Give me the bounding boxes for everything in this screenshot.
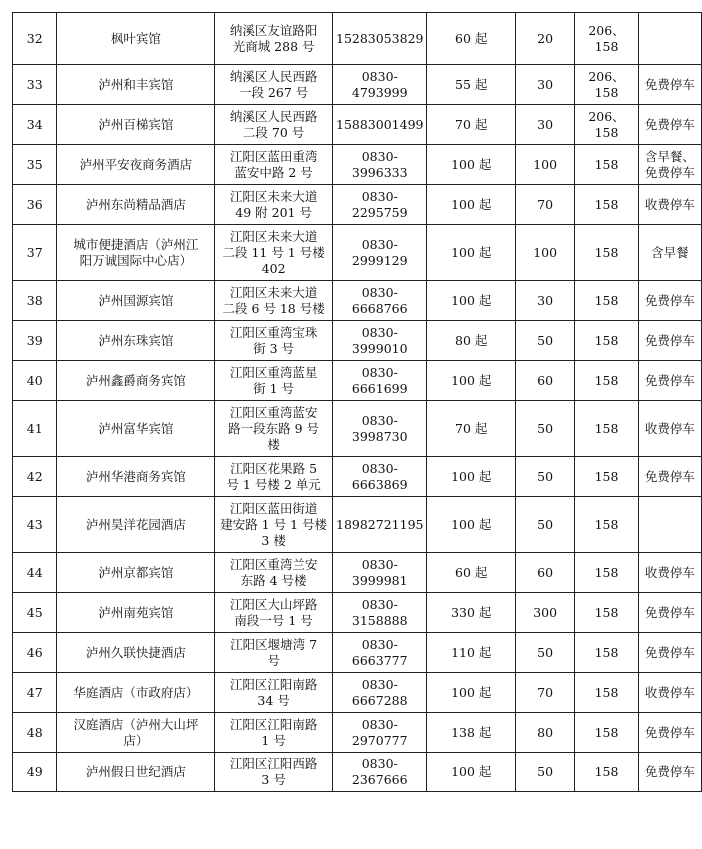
phone-cell: 18982721195 [333,497,427,553]
bus-routes-cell: 158 [575,673,638,713]
note-cell: 收费停车 [638,553,701,593]
note-cell: 免费停车 [638,457,701,497]
note-cell: 收费停车 [638,401,701,457]
note-cell: 免费停车 [638,65,701,105]
price-cell: 100 起 [427,753,516,792]
rooms-cell: 100 [516,225,575,281]
address-cell: 纳溪区人民西路 一段 267 号 [215,65,333,105]
hotel-name-cell: 泸州国源宾馆 [57,281,215,321]
address-cell: 江阳区堰塘湾 7 号 [215,633,333,673]
bus-routes-cell: 158 [575,713,638,753]
table-row [13,633,702,673]
address-cell: 江阳区大山坪路 南段一号 1 号 [215,593,333,633]
hotel-name-cell: 泸州假日世纪酒店 [57,753,215,792]
note-cell: 免费停车 [638,321,701,361]
phone-cell: 0830-3999010 [333,321,427,361]
price-cell: 110 起 [427,633,516,673]
address-cell: 纳溪区友谊路阳 光商城 288 号 [215,13,333,65]
address-cell: 江阳区重湾蓝安 路一段东路 9 号 楼 [215,401,333,457]
row-number-cell: 34 [13,105,57,145]
hotel-name-cell: 泸州百梯宾馆 [57,105,215,145]
row-number-cell: 47 [13,673,57,713]
hotel-name-cell: 泸州京都宾馆 [57,553,215,593]
note-cell: 收费停车 [638,673,701,713]
table-row [13,713,702,753]
price-cell: 80 起 [427,321,516,361]
price-cell: 100 起 [427,673,516,713]
rooms-cell: 50 [516,753,575,792]
phone-cell: 15883001499 [333,105,427,145]
table-row [13,401,702,457]
address-cell: 江阳区重湾蓝星 街 1 号 [215,361,333,401]
price-cell: 100 起 [427,457,516,497]
bus-routes-cell: 158 [575,401,638,457]
hotel-table-body [13,13,702,792]
table-row [13,753,702,792]
bus-routes-cell: 158 [575,281,638,321]
address-cell: 江阳区江阳南路 34 号 [215,673,333,713]
hotel-name-cell: 泸州东尚精品酒店 [57,185,215,225]
price-cell: 330 起 [427,593,516,633]
rooms-cell: 60 [516,553,575,593]
rooms-cell: 70 [516,185,575,225]
phone-cell: 0830-6667288 [333,673,427,713]
table-row [13,673,702,713]
bus-routes-cell: 158 [575,593,638,633]
price-cell: 60 起 [427,13,516,65]
hotel-name-cell: 泸州东珠宾馆 [57,321,215,361]
hotel-name-cell: 汉庭酒店（泸州大山坪 店） [57,713,215,753]
bus-routes-cell: 158 [575,753,638,792]
rooms-cell: 20 [516,13,575,65]
row-number-cell: 42 [13,457,57,497]
note-cell: 免费停车 [638,281,701,321]
phone-cell: 0830-6661699 [333,361,427,401]
hotel-name-cell: 泸州和丰宾馆 [57,65,215,105]
row-number-cell: 39 [13,321,57,361]
hotel-name-cell: 泸州平安夜商务酒店 [57,145,215,185]
price-cell: 100 起 [427,281,516,321]
table-row [13,593,702,633]
hotel-table [12,12,702,792]
phone-cell: 0830-3999981 [333,553,427,593]
rooms-cell: 60 [516,361,575,401]
phone-cell: 0830-6663777 [333,633,427,673]
row-number-cell: 37 [13,225,57,281]
note-cell [638,497,701,553]
row-number-cell: 32 [13,13,57,65]
rooms-cell: 30 [516,65,575,105]
note-cell: 含早餐 [638,225,701,281]
row-number-cell: 40 [13,361,57,401]
bus-routes-cell: 158 [575,457,638,497]
row-number-cell: 46 [13,633,57,673]
bus-routes-cell: 158 [575,225,638,281]
price-cell: 100 起 [427,185,516,225]
table-row [13,225,702,281]
phone-cell: 0830-2970777 [333,713,427,753]
table-row [13,457,702,497]
bus-routes-cell: 158 [575,553,638,593]
rooms-cell: 300 [516,593,575,633]
row-number-cell: 45 [13,593,57,633]
note-cell: 含早餐、 免费停车 [638,145,701,185]
hotel-name-cell: 华庭酒店（市政府店） [57,673,215,713]
address-cell: 纳溪区人民西路 二段 70 号 [215,105,333,145]
phone-cell: 0830-4793999 [333,65,427,105]
table-row [13,65,702,105]
hotel-name-cell: 泸州华港商务宾馆 [57,457,215,497]
address-cell: 江阳区未来大道 二段 11 号 1 号楼 402 [215,225,333,281]
address-cell: 江阳区重湾兰安 东路 4 号楼 [215,553,333,593]
bus-routes-cell: 206、158 [575,105,638,145]
table-row [13,185,702,225]
phone-cell: 0830-3998730 [333,401,427,457]
note-cell: 免费停车 [638,633,701,673]
bus-routes-cell: 158 [575,361,638,401]
row-number-cell: 36 [13,185,57,225]
bus-routes-cell: 158 [575,321,638,361]
phone-cell: 0830-2367666 [333,753,427,792]
table-row [13,361,702,401]
hotel-name-cell: 泸州富华宾馆 [57,401,215,457]
row-number-cell: 38 [13,281,57,321]
table-row [13,553,702,593]
note-cell: 免费停车 [638,105,701,145]
note-cell: 收费停车 [638,185,701,225]
table-row [13,105,702,145]
address-cell: 江阳区江阳南路 1 号 [215,713,333,753]
rooms-cell: 80 [516,713,575,753]
note-cell: 免费停车 [638,713,701,753]
phone-cell: 15283053829 [333,13,427,65]
price-cell: 100 起 [427,361,516,401]
rooms-cell: 50 [516,401,575,457]
address-cell: 江阳区蓝田街道 建安路 1 号 1 号楼 3 楼 [215,497,333,553]
bus-routes-cell: 158 [575,185,638,225]
rooms-cell: 50 [516,457,575,497]
note-cell [638,13,701,65]
row-number-cell: 41 [13,401,57,457]
rooms-cell: 50 [516,497,575,553]
bus-routes-cell: 158 [575,633,638,673]
note-cell: 免费停车 [638,753,701,792]
hotel-name-cell: 泸州久联快捷酒店 [57,633,215,673]
rooms-cell: 100 [516,145,575,185]
rooms-cell: 50 [516,633,575,673]
rooms-cell: 30 [516,281,575,321]
row-number-cell: 49 [13,753,57,792]
phone-cell: 0830-6668766 [333,281,427,321]
rooms-cell: 70 [516,673,575,713]
price-cell: 138 起 [427,713,516,753]
address-cell: 江阳区花果路 5 号 1 号楼 2 单元 [215,457,333,497]
price-cell: 100 起 [427,497,516,553]
price-cell: 70 起 [427,105,516,145]
phone-cell: 0830-3996333 [333,145,427,185]
price-cell: 100 起 [427,145,516,185]
phone-cell: 0830-2295759 [333,185,427,225]
phone-cell: 0830-6663869 [333,457,427,497]
bus-routes-cell: 158 [575,145,638,185]
address-cell: 江阳区未来大道 二段 6 号 18 号楼 [215,281,333,321]
row-number-cell: 44 [13,553,57,593]
price-cell: 100 起 [427,225,516,281]
note-cell: 免费停车 [638,593,701,633]
row-number-cell: 33 [13,65,57,105]
price-cell: 60 起 [427,553,516,593]
phone-cell: 0830-3158888 [333,593,427,633]
note-cell: 免费停车 [638,361,701,401]
price-cell: 55 起 [427,65,516,105]
hotel-name-cell: 城市便捷酒店（泸州江 阳万诚国际中心店） [57,225,215,281]
rooms-cell: 50 [516,321,575,361]
table-row [13,497,702,553]
row-number-cell: 48 [13,713,57,753]
hotel-name-cell: 泸州南苑宾馆 [57,593,215,633]
table-row [13,281,702,321]
address-cell: 江阳区蓝田重湾 蓝安中路 2 号 [215,145,333,185]
rooms-cell: 30 [516,105,575,145]
row-number-cell: 43 [13,497,57,553]
hotel-name-cell: 泸州鑫爵商务宾馆 [57,361,215,401]
hotel-name-cell: 枫叶宾馆 [57,13,215,65]
bus-routes-cell: 206、158 [575,13,638,65]
hotel-name-cell: 泸州昊洋花园酒店 [57,497,215,553]
bus-routes-cell: 206、158 [575,65,638,105]
bus-routes-cell: 158 [575,497,638,553]
table-row [13,13,702,65]
phone-cell: 0830-2999129 [333,225,427,281]
address-cell: 江阳区未来大道 49 附 201 号 [215,185,333,225]
row-number-cell: 35 [13,145,57,185]
address-cell: 江阳区重湾宝珠 街 3 号 [215,321,333,361]
table-row [13,145,702,185]
table-row [13,321,702,361]
price-cell: 70 起 [427,401,516,457]
address-cell: 江阳区江阳西路 3 号 [215,753,333,792]
